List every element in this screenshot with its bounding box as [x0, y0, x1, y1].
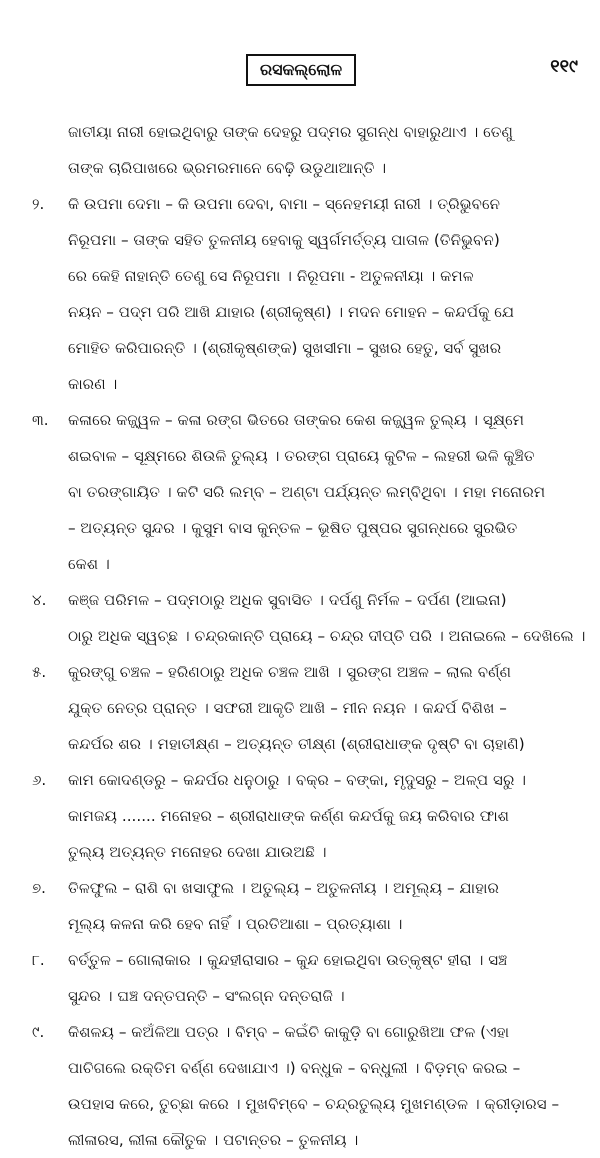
note-number: ୨.: [32, 195, 45, 213]
text-line: [0, 1050, 600, 1086]
line-text: କାରଣ ।: [68, 375, 118, 393]
text-line: [0, 258, 600, 294]
line-text: କାମଜୟ ....... ମନୋହର – ଶ୍ରୀରାଧାଙ୍କ କର୍ଣ୍ଣ କନ୍ଦର୍ପକୁ ଜୟ କରିବାର ଫାଶ: [68, 807, 510, 825]
text-line: [0, 186, 600, 222]
line-text: ମୂଲ୍ୟ କଳନା କରି ହେବ ନାହିଁ । ପ୍ରତିଆଶା – ପ୍ରତ୍ୟାଶା ।: [68, 915, 403, 933]
line-text: ଉପହାସ କରେ, ତୁଚ୍ଛା କରେ । ମୁଖବିମ୍ବେ – ଚନ୍ଦ୍ରତୁଲ୍ୟ ମୁଖମଣ୍ଡଳ । କ୍ରୀଡ଼ାରସ –: [68, 1095, 560, 1113]
line-text: କିଶଳୟ – କଅଁଳିଆ ପତ୍ର । ବିମ୍ବ – କଇଁଚି କାକୁଡ଼ି ବା ଗୋରୁଖିଆ ଫଳ (ଏହା: [68, 1023, 510, 1041]
note-number: ୭.: [32, 879, 46, 897]
line-text: କନ୍ଦର୍ପର ଶର । ମହାତୀକ୍ଷ୍ଣ – ଅତ୍ୟନ୍ତ ତୀକ୍ଷ୍ଣ (ଶ୍ରୀରାଧାଙ୍କ ଦୃଷ୍ଟି ବା ଚାହାଣି): [68, 735, 525, 753]
text-line: [0, 726, 600, 762]
text-line: [0, 690, 600, 726]
line-text: ତାଙ୍କ ଚାରିପାଖରେ ଭ୍ରମରମାନେ ବେଢ଼ି ଉଡୁଥାଆନ୍ତି ।: [68, 159, 387, 177]
text-line: [0, 294, 600, 330]
line-text: ନୟନ – ପଦ୍ମ ପରି ଆଖି ଯାହାର (ଶ୍ରୀକୃଷ୍ଣ) । ମଦନ ମୋହନ – କନ୍ଦର୍ପକୁ ଯେ: [68, 303, 515, 321]
text-line: [0, 330, 600, 366]
line-text: ନିରୂପମା – ତାଙ୍କ ସହିତ ତୁଳନୀୟ ହେବାକୁ ସ୍ୱର୍ଗମର୍ତ୍ତ୍ୟ ପାତାଳ (ତିନିଭୁବନ): [68, 231, 500, 249]
page-header: [0, 52, 600, 92]
text-line: [0, 1086, 600, 1122]
note-number: ୮.: [32, 951, 45, 969]
line-text: କଳାରେ କଜ୍ଜ୍ୱଳ – କଳା ରଙ୍ଗ ଭିତରେ ତାଙ୍କର କେଶ କଜ୍ଜ୍ୱଳ ତୁଲ୍ୟ । ସୂକ୍ଷ୍ମେ: [68, 411, 525, 429]
line-text: ମୋହିତ କରିପାରନ୍ତି । (ଶ୍ରୀକୃଷ୍ଣଙ୍କ) ସୁଖସୀମା – ସୁଖର ହେତୁ, ସର୍ବ ସୁଖର: [68, 339, 502, 357]
line-text: ଲୀଳାରସ, ଲୀଳା କୌତୁକ । ପଟାନ୍ତର – ତୁଳନୀୟ ।: [68, 1131, 359, 1149]
text-line: [0, 366, 600, 402]
line-text: ଶଇବାଳ – ସୂକ୍ଷ୍ମରେ ଶିଉଳି ତୁଲ୍ୟ । ତରଙ୍ଗ ପ୍ରାୟେ କୁଟିଳ – ଲହରୀ ଭଳି କୁଞ୍ଚିତ: [68, 447, 535, 465]
text-line: [0, 762, 600, 798]
text-line: [0, 798, 600, 834]
text-line: [0, 402, 600, 438]
text-line: [0, 978, 600, 1014]
text-line: [0, 870, 600, 906]
text-line: [0, 438, 600, 474]
line-text: ଠାରୁ ଅଧିକ ସ୍ୱଚ୍ଛ । ଚନ୍ଦ୍ରକାନ୍ତି ପ୍ରାୟେ – ଚନ୍ଦ୍ର ଦୀପ୍ତି ପରି । ଅନାଇଲେ – ଦେଖିଲେ ।: [68, 627, 586, 645]
text-line: [0, 150, 600, 186]
line-text: କଞ୍ଜ ପରିମଳ – ପଦ୍ମଠାରୁ ଅଧିକ ସୁବାସିତ । ଦର୍ପଣୁ ନିର୍ମଳ – ଦର୍ପଣ (ଆଇନା): [68, 591, 507, 609]
line-text: ବର୍ତ୍ତୁଳ – ଗୋଲାକାର । କୁନ୍ଦହୀରାସାର – କୁନ୍ଦ ହୋଇଥିବା ଉତ୍କୃଷ୍ଟ ହୀରା । ସଞ୍ଚ: [68, 951, 508, 969]
line-text: କୁରଙ୍ଗୁ ଚଞ୍ଚଳ – ହରିଣଠାରୁ ଅଧିକ ଚଞ୍ଚଳ ଆଖି । ସୁରଙ୍ଗ ଅଞ୍ଚଳ – ଲାଲ ବର୍ଣ୍ଣ: [68, 663, 512, 681]
text-line: [0, 582, 600, 618]
text-line: [0, 834, 600, 870]
text-line: [0, 654, 600, 690]
text-line: [0, 510, 600, 546]
text-line: [0, 114, 600, 150]
text-line: [0, 222, 600, 258]
note-number: ୩.: [32, 411, 49, 429]
line-text: କି ଉପମା ଦେମା – କି ଉପମା ଦେବା, ବାମା – ସ୍ନେହମୟୀ ନାରୀ । ତ୍ରିଭୁବନେ: [68, 195, 501, 213]
text-line: [0, 618, 600, 654]
text-line: [0, 1122, 600, 1158]
line-text: ତିଳଫୁଲ – ରାଶି ବା ଖସାଫୁଲ । ଅତୁଲ୍ୟ – ଅତୁଳନୀୟ । ଅମୂଲ୍ୟ – ଯାହାର: [68, 879, 499, 897]
note-number: ୫.: [32, 663, 47, 681]
line-text: ପାଚିଗଲେ ରକ୍ତିମ ବର୍ଣ୍ଣ ଦେଖାଯାଏ ।) ବନ୍ଧୁକ – ବନ୍ଧୁଲୀ । ବିଡ଼ମ୍ବ କରଇ –: [68, 1059, 521, 1077]
line-text: ସୁନ୍ଦର । ଘଞ୍ଚ ଦନ୍ତପନ୍ତି – ସଂଲଗ୍ନ ଦନ୍ତରାଜି ।: [68, 987, 345, 1005]
note-number: ୬.: [32, 771, 47, 789]
line-text: – ଅତ୍ୟନ୍ତ ସୁନ୍ଦର । କୁସୁମ ବାସ କୁନ୍ତଳ – ଭୂଷିତ ପୁଷ୍ପର ସୁଗନ୍ଧରେ ସୁରଭିତ: [68, 519, 518, 537]
running-title: ରସକଲ୍ଲୋଳ: [246, 54, 356, 86]
text-line: [0, 546, 600, 582]
note-number: ୯.: [32, 1023, 45, 1041]
line-text: ରେ କେହି ନାହାନ୍ତି ତେଣୁ ସେ ନିରୂପମା । ନିରୂପମା - ଅତୁଳନୀୟା । କମଳ: [68, 267, 474, 285]
text-line: [0, 906, 600, 942]
note-number: ୪.: [32, 591, 47, 609]
text-line: [0, 942, 600, 978]
line-text: ବା ତରଙ୍ଗାୟିତ । କଟି ସରି ଲମ୍ବ – ଅଣ୍ଟା ପର୍ଯ୍ୟନ୍ତ ଲମ୍ବିଥିବା । ମହା ମନୋରମ: [68, 483, 546, 501]
line-text: କେଶ ।: [68, 555, 110, 573]
page-number: ୧୧୯: [550, 56, 578, 77]
text-line: [0, 474, 600, 510]
line-text: କାମ କୋଦଣ୍ଡରୁ – କନ୍ଦର୍ପର ଧନୁଠାରୁ । ବକ୍ର – ବଙ୍କା, ମୃଦୁସରୁ – ଅଳ୍ପ ସରୁ ।: [68, 771, 527, 789]
line-text: ଯୁକ୍ତ ନେତ୍ର ପ୍ରାନ୍ତ । ସଫରୀ ଆକୃତି ଆଖି – ମୀନ ନୟନ । କନ୍ଦର୍ପ ବିଶିଖ –: [68, 699, 507, 717]
line-text: ଜାତୀୟା ନାରୀ ହୋଇଥିବାରୁ ତାଙ୍କ ଦେହରୁ ପଦ୍ମର ସୁଗନ୍ଧ ବାହାରୁଥାଏ । ତେଣୁ: [68, 123, 514, 141]
line-text: ତୁଲ୍ୟ ଅତ୍ୟନ୍ତ ମନୋହର ଦେଖା ଯାଉଅଛି ।: [68, 843, 327, 861]
